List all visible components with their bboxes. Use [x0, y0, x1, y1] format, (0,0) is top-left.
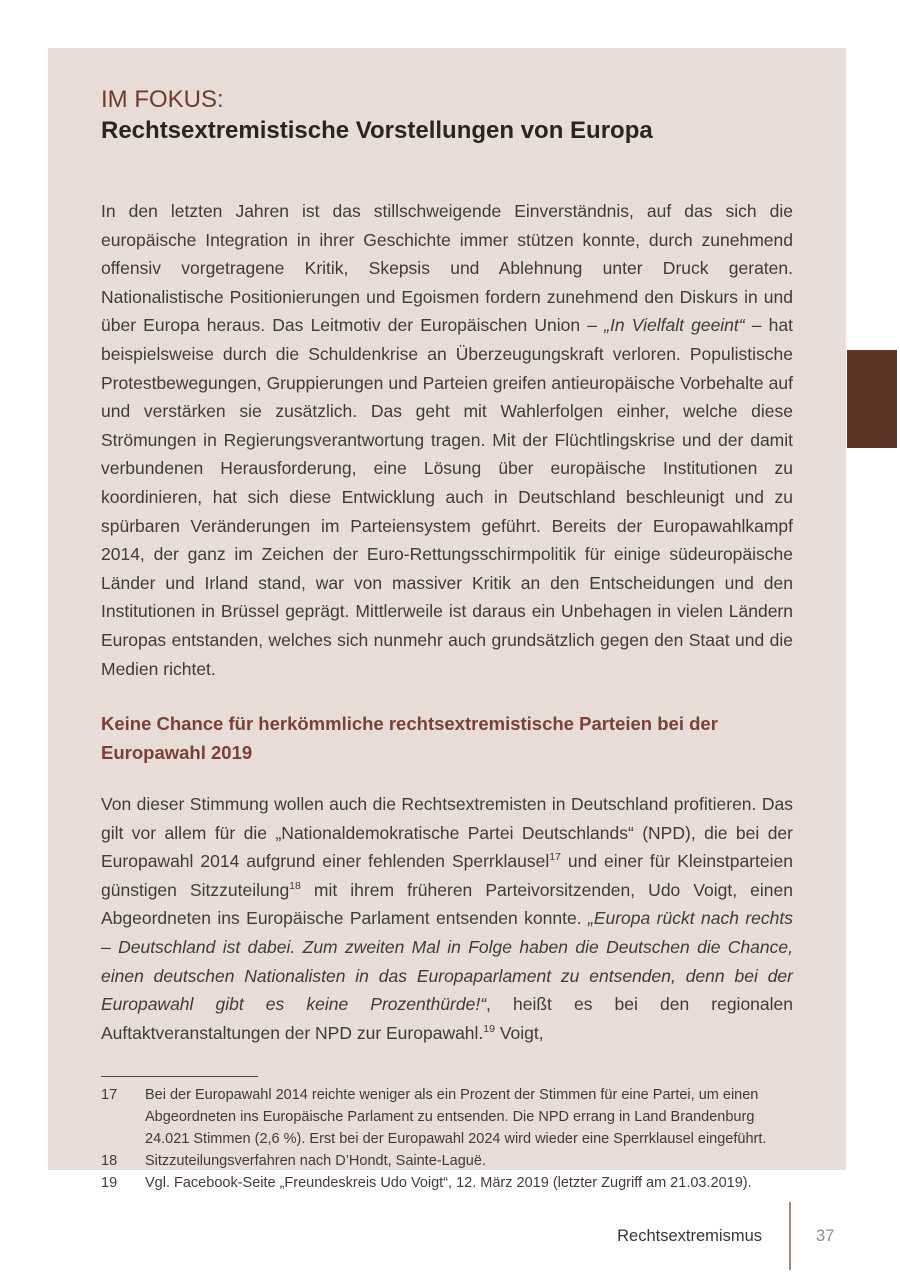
content-panel [48, 48, 846, 1192]
footnote-number: 18 [101, 1153, 118, 1170]
footer-section-label: Rechtsextremismus [617, 1226, 762, 1245]
section-subheading: Keine Chance für herkömmliche rechtsextremistische Parteien bei der Europawahl 2019 [101, 713, 718, 764]
page-footer [0, 1202, 900, 1270]
footnote-row [101, 1172, 793, 1194]
footnote-row [101, 1150, 793, 1172]
footnote-text: Bei der Europawahl 2014 reichte weniger als ein Prozent der Stimmen für eine Partei, um einen Abgeordneten ins Europäische Parlament zu entsenden. Die NPD errang in Land Brandenburg 24.021 Stimmen (2,6 %). Erst bei der Europawahl 2024 wird wieder eine Sperrklausel eingeführt. [145, 1087, 767, 1148]
footnote-text: Sitzzuteilungsverfahren nach D’Hondt, Sainte-Laguë. [145, 1153, 486, 1170]
footnote-row [101, 1084, 793, 1150]
footnote-divider [101, 1076, 258, 1077]
kicker: IM FOKUS: [101, 86, 224, 113]
intro-paragraph: In den letzten Jahren ist das stillschweigende Einverständnis, auf das sich die europäische Integration in ihrer Geschichte immer stützen konnte, durch zunehmend offensiv vorgetragene Kritik, Skepsis und Ablehnung unter Druck geraten. Nationalistische Positionierungen und Egoismen fordern zunehmend den Diskurs in und über Europa heraus. Das Leitmotiv der Europäischen Union – „In Vielfalt geeint“ – hat beispielsweise durch die Schuldenkrise an Überzeugungskraft verloren. Populistische Protestbewegungen, Gruppierungen und Parteien greifen antieuropäische Vorbehalte auf und verstärken sie zusätzlich. Das geht mit Wahlerfolgen einher, welche diese Strömungen in Regierungsverantwortung tragen. Mit der Flüchtlingskrise und der damit verbundenen Herausforderung, eine Lösung über europäische Institutionen zu koordinieren, hat sich diese Entwicklung auch in Deutschland beschleunigt und zu spürbaren Veränderungen im Parteiensystem geführt. Bereits der Europawahlkampf 2014, der ganz im Zeichen der Euro-Rettungsschirmpolitik für einige südeuropäische Länder und Irland stand, war von massiver Kritik an den Entscheidungen und den Institutionen in Brüssel geprägt. Mittlerweile ist daraus ein Unbehagen in vielen Ländern Europas entstanden, welches sich nunmehr auch grundsätzlich gegen den Staat und die Medien richtet. [101, 201, 793, 679]
footnote-text: Vgl. Facebook-Seite „Freundeskreis Udo Voigt“, 12. März 2019 (letzter Zugriff am 21.03.2019). [145, 1175, 752, 1192]
footnotes [101, 1084, 793, 1194]
page-title: Rechtsextremistische Vorstellungen von Europa [101, 117, 653, 144]
footnote-number: 19 [101, 1175, 118, 1192]
footnote-number: 17 [101, 1087, 118, 1104]
footer-divider [789, 1202, 791, 1270]
page-number: 37 [816, 1226, 835, 1245]
body-paragraph: Von dieser Stimmung wollen auch die Rechtsextremisten in Deutschland profitieren. Das gilt vor allem für die „Nationaldemokratische Partei Deutschlands“ (NPD), die bei der Europawahl 2014 aufgrund einer fehlenden Sperrklausel$^{17}$ und einer für Kleinstparteien günstigen Sitzzuteilung$^{18}$ mit ihrem früheren Parteivorsitzenden, Udo Voigt, einen Abgeordneten ins Europäische Parlament entsenden konnte. „Europa rückt nach rechts – Deutschland ist dabei. Zum zweiten Mal in Folge haben die Deutschen die Chance, einen deutschen Nationalisten in das Europaparlament zu entsenden, denn bei der Europawahl gibt es keine Prozenthürde!“, heißt es bei den regionalen Auftaktveranstaltungen der NPD zur Europawahl.$^{19}$ Voigt, [101, 794, 794, 1043]
chapter-side-tab [847, 350, 897, 448]
